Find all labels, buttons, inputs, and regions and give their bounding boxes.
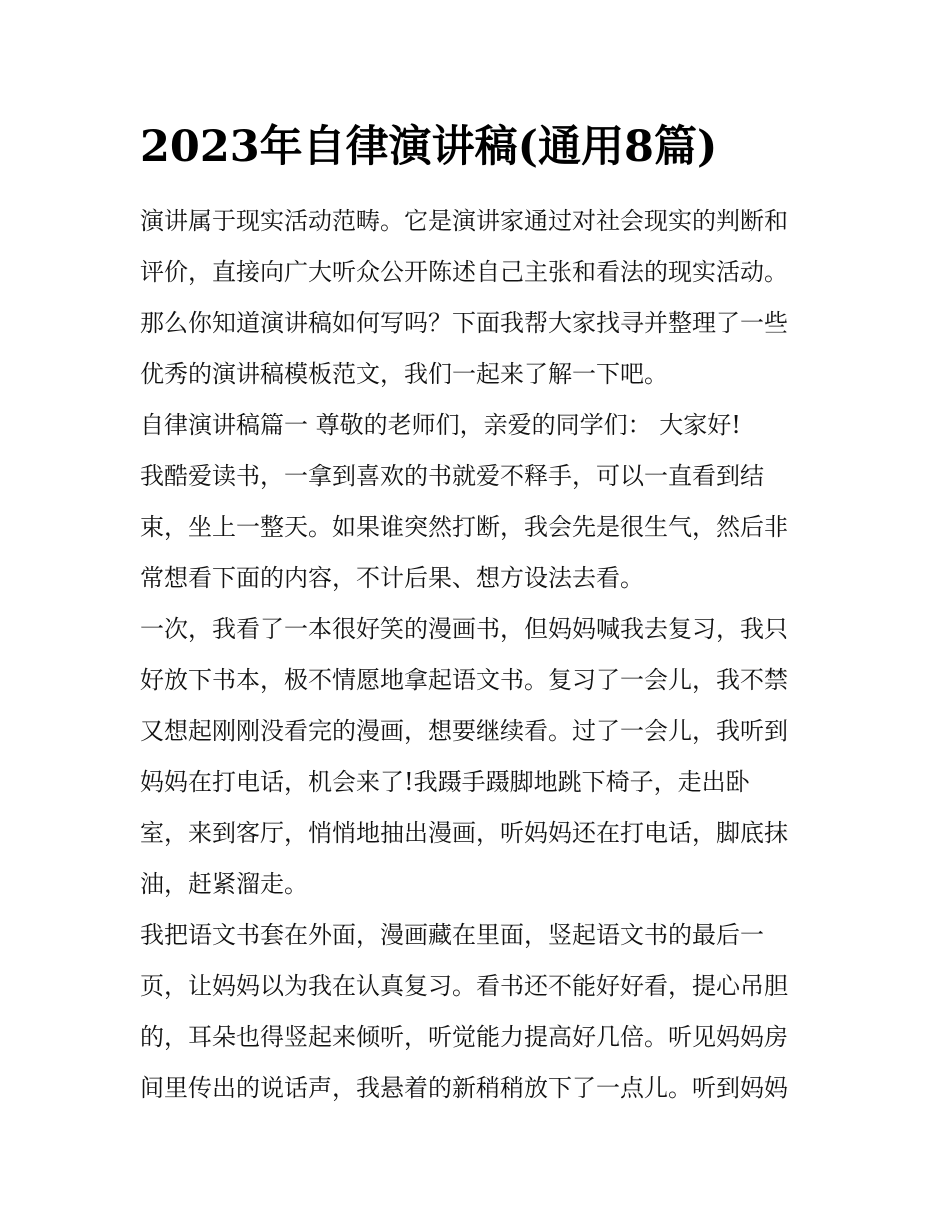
text-line: 油，赶紧溜走。 xyxy=(140,870,308,898)
text-line: 的，耳朵也得竖起来倾听，听觉能力提高好几倍。听见妈妈房 xyxy=(140,1023,788,1051)
text-line: 束，坐上一整天。如果谁突然打断，我会先是很生气，然后非 xyxy=(140,513,788,541)
text-line: 优秀的演讲稿模板范文，我们一起来了解一下吧。 xyxy=(140,360,668,388)
text-line: 又想起刚刚没看完的漫画，想要继续看。过了一会儿，我听到 xyxy=(140,717,788,745)
text-line: 我把语文书套在外面，漫画藏在里面，竖起语文书的最后一 xyxy=(140,921,764,949)
text-line: 间里传出的说话声，我悬着的新稍稍放下了一点儿。听到妈妈 xyxy=(140,1074,788,1102)
text-line: 评价，直接向广大听众公开陈述自己主张和看法的现实活动。 xyxy=(140,258,788,286)
text-line: 我酷爱读书，一拿到喜欢的书就爱不释手，可以一直看到结 xyxy=(140,462,764,490)
text-line: 一次，我看了一本很好笑的漫画书，但妈妈喊我去复习，我只 xyxy=(140,615,788,643)
text-line: 那么你知道演讲稿如何写吗？下面我帮大家找寻并整理了一些 xyxy=(140,309,788,337)
text-line: 好放下书本，极不情愿地拿起语文书。复习了一会儿，我不禁 xyxy=(140,666,788,694)
text-line: 妈妈在打电话，机会来了!我蹑手蹑脚地跳下椅子，走出卧 xyxy=(140,768,750,796)
text-line: 页，让妈妈以为我在认真复习。看书还不能好好看，提心吊胆 xyxy=(140,972,788,1000)
text-line: 常想看下面的内容，不计后果、想方设法去看。 xyxy=(140,564,644,592)
text-line: 自律演讲稿篇一 尊敬的老师们，亲爱的同学们： 大家好! xyxy=(140,411,741,439)
document-title: 2023年自律演讲稿(通用8篇) xyxy=(140,122,718,172)
text-line: 演讲属于现实活动范畴。它是演讲家通过对社会现实的判断和 xyxy=(140,207,788,235)
document-body xyxy=(140,196,820,1114)
text-line: 室，来到客厅，悄悄地抽出漫画，听妈妈还在打电话，脚底抹 xyxy=(140,819,788,847)
